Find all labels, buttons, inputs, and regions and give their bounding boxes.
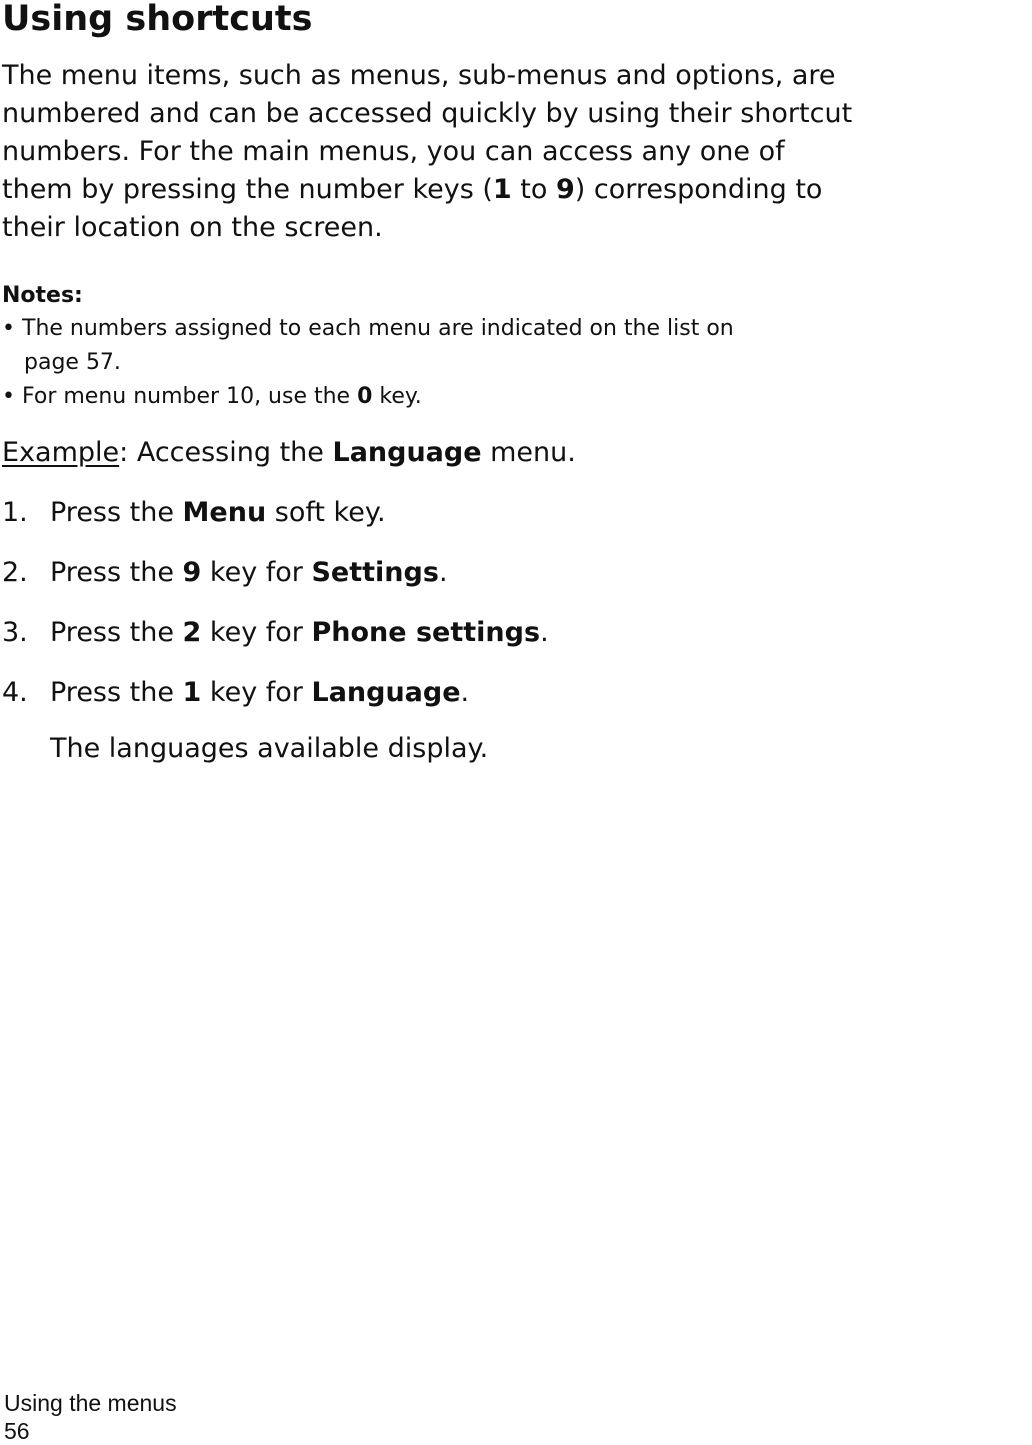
step-text: Press the (50, 497, 183, 528)
step-item (2, 677, 549, 737)
step-item (2, 497, 549, 557)
step-number: 1. (2, 497, 28, 528)
steps-list (2, 497, 549, 737)
step-key: 1 (182, 677, 202, 708)
intro-line (2, 171, 902, 209)
step-number: 4. (2, 677, 28, 708)
intro-text: to (511, 174, 556, 205)
step-target: Language (311, 677, 461, 708)
example-text: menu. (481, 437, 576, 468)
note-item (2, 312, 734, 346)
example-menu: Language (332, 437, 482, 468)
step-text: key for (201, 617, 312, 648)
note-text: page 57. (24, 350, 121, 375)
intro-text: numbered and can be accessed quickly by using their shortcut (2, 98, 853, 129)
step-number: 2. (2, 557, 28, 588)
key-0: 0 (357, 384, 373, 409)
step-item (2, 617, 549, 677)
step-number: 3. (2, 617, 28, 648)
step-key: 2 (182, 617, 202, 648)
example-label: Example (2, 437, 120, 468)
intro-text: them by pressing the number keys ( (2, 174, 493, 205)
step-text: key for (201, 557, 312, 588)
note-item-continuation (2, 346, 734, 380)
step-text: soft key. (266, 497, 386, 528)
intro-text: ) corresponding to (574, 174, 823, 205)
intro-line (2, 209, 902, 247)
note-text: For menu number 10, use the (22, 384, 358, 409)
intro-text: their location on the screen. (2, 212, 383, 243)
step-text: . (540, 617, 549, 648)
note-item (2, 380, 734, 414)
page-footer (4, 1389, 177, 1445)
step-key: 9 (182, 557, 202, 588)
intro-text: The menu items, such as menus, sub-menus and options, are (2, 60, 836, 91)
step-target: Phone settings (311, 617, 541, 648)
page-number: 56 (4, 1418, 30, 1444)
intro-line (2, 95, 902, 133)
bullet-icon: • (2, 316, 15, 341)
intro-paragraph (2, 57, 902, 247)
note-text: The numbers assigned to each menu are indicated on the list on (22, 316, 734, 341)
step-text: Press the (50, 677, 183, 708)
note-text: key. (372, 384, 422, 409)
step-text: Press the (50, 617, 183, 648)
step-text: Press the (50, 557, 183, 588)
step-text: key for (201, 677, 312, 708)
intro-text: numbers. For the main menus, you can access any one of (2, 136, 785, 167)
page-title: Using shortcuts (2, 0, 313, 39)
intro-line (2, 57, 902, 95)
example-text: : Accessing the (119, 437, 333, 468)
intro-line (2, 133, 902, 171)
step-text: . (460, 677, 470, 708)
step-item (2, 557, 549, 617)
key-9: 9 (556, 174, 575, 205)
notes-heading: Notes: (2, 283, 83, 308)
result-text: The languages available display. (50, 733, 489, 764)
step-target: Settings (311, 557, 439, 588)
bullet-icon: • (2, 384, 15, 409)
step-text: . (438, 557, 448, 588)
step-key: Menu (182, 497, 267, 528)
footer-section: Using the menus (4, 1390, 177, 1416)
notes-list (2, 312, 734, 414)
key-1: 1 (492, 174, 512, 205)
example-line (2, 437, 576, 468)
